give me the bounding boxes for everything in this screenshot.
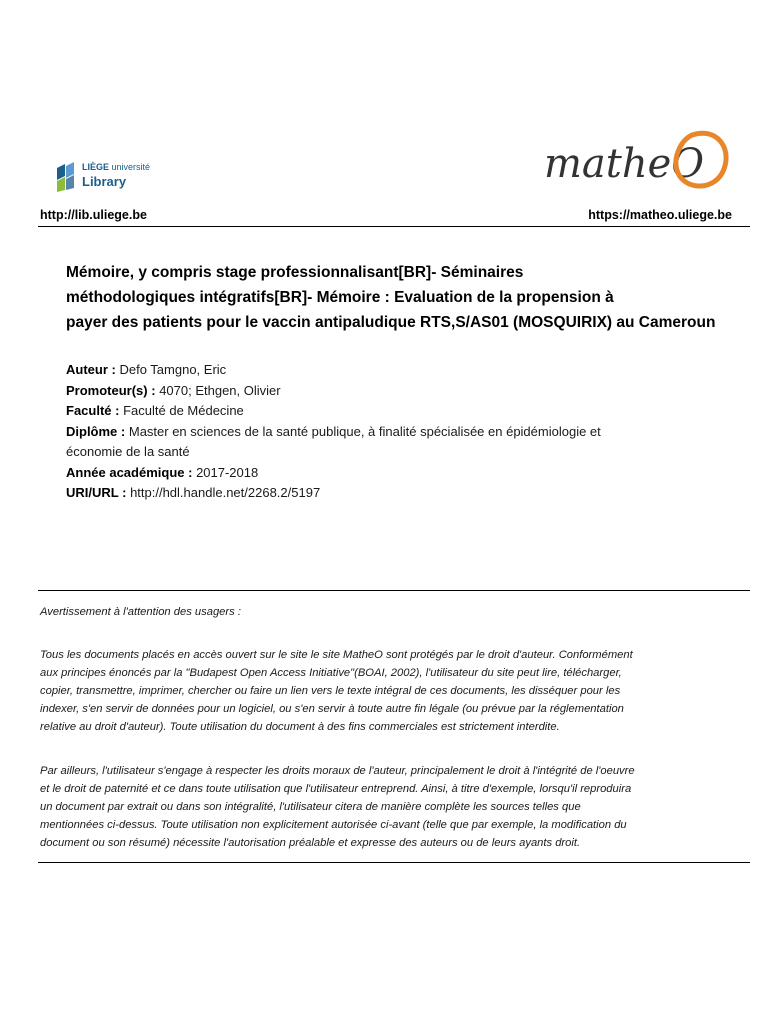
diploma-row: Diplôme : Master en sciences de la santé publique, à finalité spécialisée en épidémiologie et bbox=[66, 423, 601, 439]
uliege-mark-icon bbox=[55, 162, 77, 192]
notice-line: aux principes énoncés par la "Budapest Open Access Initiative"(BOAI, 2002), l'utilisateur du site peut lire, télécharger, bbox=[40, 667, 622, 679]
lib-url-link[interactable]: http://lib.uliege.be bbox=[40, 208, 147, 222]
matheo-logo-text: matheO bbox=[544, 141, 705, 187]
matheo-logo bbox=[540, 125, 730, 195]
header-divider bbox=[38, 226, 750, 227]
notice-line: mentionnées ci-dessus. Toute utilisation non explicitement autorisée ci-avant (telle que par exemple, la modification du bbox=[40, 819, 627, 831]
uliege-library-logo bbox=[55, 160, 165, 196]
document-metadata bbox=[66, 360, 706, 504]
faculty-value: Faculté de Médecine bbox=[123, 403, 244, 418]
uliege-logo-line1: LIÈGE université bbox=[82, 162, 151, 172]
uri-link[interactable]: http://hdl.handle.net/2268.2/5197 bbox=[130, 485, 321, 500]
notice-top-divider bbox=[38, 590, 750, 591]
diploma-value: Master en sciences de la santé publique, à finalité spécialisée en épidémiologie et bbox=[128, 423, 601, 439]
academic-year-value: 2017-2018 bbox=[196, 464, 259, 480]
notice-line: Par ailleurs, l'utilisateur s'engage à respecter les droits moraux de l'auteur, principalement le droit à l'intégrité de l'oeuvre bbox=[40, 765, 635, 777]
notice-paragraph-2 bbox=[40, 762, 745, 852]
uliege-logo-line2: Library bbox=[82, 174, 127, 189]
notice-line: copier, transmettre, imprimer, chercher ou faire un lien vers le texte intégral de ces documents, les disséquer pour les bbox=[40, 685, 621, 697]
diploma-row-continued: économie de la santé bbox=[66, 444, 190, 459]
notice-line: relative au droit d'auteur). Toute utilisation du document à des fins commerciales est strictement interdite. bbox=[40, 721, 560, 733]
notice-line: un document par extrait ou dans son intégralité, l'utilisateur citera de manière complète les sources telles que bbox=[40, 801, 581, 813]
notice-line: et le droit de paternité et ce dans toute utilisation que l'utilisateur entreprend. Ainsi, à titre d'exemple, lorsqu'il reproduira bbox=[40, 783, 632, 795]
notice-line: indexer, s'en servir de données pour un logiciel, ou s'en servir à toute autre fin légale (ou prévue par la réglementation bbox=[40, 703, 624, 715]
notice-heading: Avertissement à l'attention des usagers : bbox=[40, 606, 241, 618]
uri-row: URI/URL : http://hdl.handle.net/2268.2/5197 bbox=[66, 485, 321, 500]
notice-bottom-divider bbox=[38, 862, 750, 863]
notice-paragraph-1 bbox=[40, 646, 745, 736]
notice-line: document ou son résumé) nécessite l'autorisation préalable et expresse des auteurs ou de leurs ayants droit. bbox=[40, 837, 581, 849]
promoter-value: 4070; Ethgen, Olivier bbox=[159, 382, 281, 398]
matheo-url-link[interactable]: https://matheo.uliege.be bbox=[588, 208, 732, 222]
academic-year-row: Année académique : 2017-2018 bbox=[66, 464, 259, 480]
title-line: payer des patients pour le vaccin antipaludique RTS,S/AS01 (MOSQUIRIX) au Cameroun bbox=[66, 314, 716, 331]
title-line: Mémoire, y compris stage professionnalisant[BR]- Séminaires bbox=[66, 264, 524, 281]
author-value: Defo Tamgno, Eric bbox=[119, 362, 227, 377]
notice-line: Tous les documents placés en accès ouvert sur le site le site MatheO sont protégés par le droit d'auteur. Conformément bbox=[40, 649, 633, 661]
document-title bbox=[66, 260, 770, 335]
title-line: méthodologiques intégratifs[BR]- Mémoire : Evaluation de la propension à bbox=[66, 289, 614, 306]
faculty-row: Faculté : Faculté de Médecine bbox=[66, 403, 244, 418]
author-row: Auteur : Defo Tamgno, Eric bbox=[66, 362, 227, 377]
promoter-row: Promoteur(s) : 4070; Ethgen, Olivier bbox=[66, 382, 281, 398]
